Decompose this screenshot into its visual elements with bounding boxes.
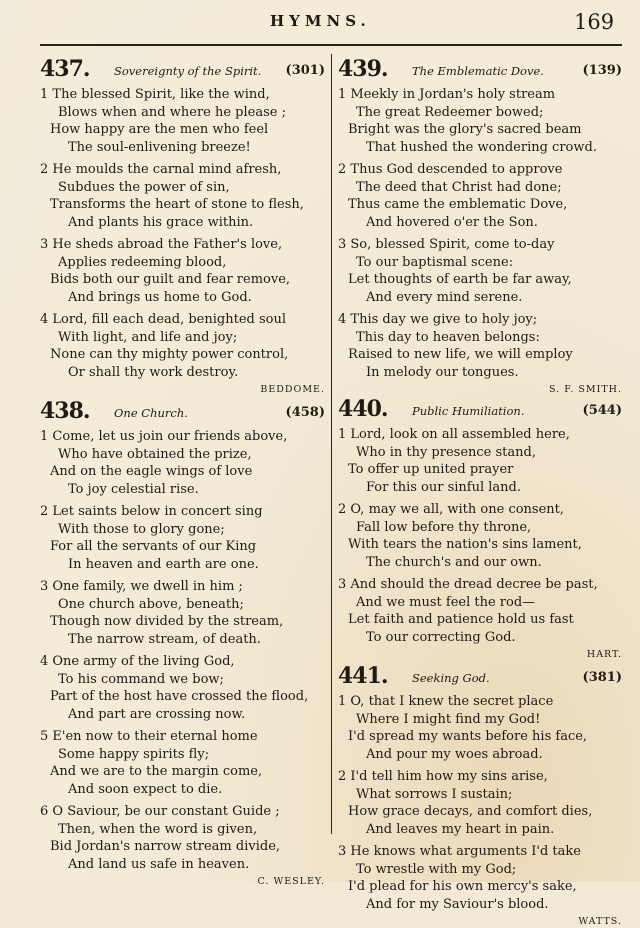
hymn-line: 4 This day we give to holy joy; <box>338 312 538 327</box>
hymn-line: 1 The blessed Spirit, like the wind, <box>40 87 270 102</box>
hymn-line: The deed that Christ had done; <box>356 179 562 195</box>
hymn-line: Part of the host have crossed the flood, <box>50 689 309 704</box>
hymn <box>338 665 622 928</box>
hymn-line: I'd spread my wants before his face, <box>348 729 588 744</box>
column-divider <box>331 54 332 834</box>
hymn-line: Blows when and where he please ; <box>58 104 286 120</box>
hymn-line: How happy are the men who feel <box>50 122 269 137</box>
hymn-line: To his command we bow; <box>58 671 224 687</box>
stanza <box>40 503 325 573</box>
stanza <box>338 161 622 231</box>
hymn-line: 4 Lord, fill each dead, benighted soul <box>40 312 287 327</box>
stanza <box>338 501 622 571</box>
stanza <box>40 161 325 231</box>
stanza <box>40 428 325 498</box>
hymn-line: In heaven and earth are one. <box>68 556 259 572</box>
hymn-line: And leaves my heart in pain. <box>366 821 555 837</box>
hymn-heading <box>338 398 622 424</box>
hymn-reference: (381) <box>582 670 622 685</box>
hymn-line: That hushed the wondering crowd. <box>366 139 597 155</box>
hymn-line: The great Redeemer bowed; <box>356 104 544 120</box>
hymn-line: Transforms the heart of stone to flesh, <box>50 197 304 212</box>
hymn-title: The Emblematic Dove. <box>412 64 544 78</box>
hymn-line: What sorrows I sustain; <box>356 786 513 802</box>
hymn-author: C. WESLEY. <box>257 876 325 887</box>
hymn-line: To wrestle with my God; <box>356 861 517 877</box>
hymn-line: Bids both our guilt and fear remove, <box>50 272 291 287</box>
hymn-line: The soul-enlivening breeze! <box>68 139 251 155</box>
hymn-line: And on the eagle wings of love <box>50 464 253 479</box>
hymn-number: 440. <box>338 396 388 422</box>
hymn-line: 5 E'en now to their eternal home <box>40 729 258 744</box>
hymn-line: Thus came the emblematic Dove, <box>348 197 568 212</box>
stanza <box>40 86 325 156</box>
hymn-line: 1 O, that I knew the secret place <box>338 694 554 709</box>
hymn-line: This day to heaven belongs: <box>356 329 540 345</box>
hymn-line: Fall low before thy throne, <box>356 519 532 535</box>
hymn-line: And for my Saviour's blood. <box>366 896 549 912</box>
stanza <box>338 311 622 381</box>
hymn-heading <box>338 665 622 691</box>
stanza <box>338 693 622 763</box>
hymn-title: Seeking God. <box>412 671 490 685</box>
header-rule <box>40 44 622 46</box>
hymn-line: And we are to the margin come, <box>50 764 263 779</box>
hymn <box>338 398 622 661</box>
page-header <box>0 8 640 42</box>
hymn-line: And soon expect to die. <box>68 781 223 797</box>
hymn-line: Then, when the word is given, <box>58 821 258 837</box>
hymn-author: S. F. SMITH. <box>549 384 622 395</box>
stanza <box>338 236 622 306</box>
hymn-line: With light, and life and joy; <box>58 329 238 345</box>
hymn-line: Raised to new life, we will employ <box>348 347 573 362</box>
hymn-line: In melody our tongues. <box>366 364 519 380</box>
stanza <box>338 86 622 156</box>
hymn-line: Where I might find my God! <box>356 711 541 727</box>
hymn-number: 438. <box>40 398 90 424</box>
hymn-line: And plants his grace within. <box>68 214 254 230</box>
hymn-line: Applies redeeming blood, <box>58 254 227 270</box>
hymn-author: HART. <box>586 649 622 660</box>
hymn-line: Bright was the glory's sacred beam <box>348 122 582 137</box>
hymn-line: 1 Meekly in Jordan's holy stream <box>338 87 556 102</box>
hymn-line: The narrow stream, of death. <box>68 631 261 647</box>
hymn-line: To offer up united prayer <box>348 462 514 477</box>
stanza <box>40 728 325 798</box>
hymn-line: And pour my woes abroad. <box>366 746 543 762</box>
hymn-line: 2 I'd tell him how my sins arise, <box>338 769 548 784</box>
hymn <box>338 58 622 396</box>
stanza <box>40 311 325 381</box>
hymn-line: And we must feel the rod— <box>356 594 536 610</box>
hymn-title: Public Humiliation. <box>412 404 525 418</box>
hymn-line: 3 And should the dread decree be past, <box>338 577 598 592</box>
hymn-reference: (458) <box>285 405 325 420</box>
hymn-line: For all the servants of our King <box>50 539 257 554</box>
hymn-line: One church above, beneath; <box>58 596 244 612</box>
hymn-line: With those to glory gone; <box>58 521 225 537</box>
stanza <box>338 576 622 646</box>
left-column <box>40 58 325 888</box>
hymn-line: How grace decays, and comfort dies, <box>348 804 593 819</box>
hymn-heading <box>338 58 622 84</box>
hymn-line: 2 O, may we all, with one consent, <box>338 502 565 517</box>
hymn-heading <box>40 400 325 426</box>
hymn-line: 2 Let saints below in concert sing <box>40 504 263 519</box>
stanza <box>40 653 325 723</box>
hymn-line: 1 Lord, look on all assembled here, <box>338 427 570 442</box>
hymn-title: Sovereignty of the Spirit. <box>114 64 262 78</box>
hymn-line: Let thoughts of earth be far away, <box>348 272 572 287</box>
hymn-line: 2 Thus God descended to approve <box>338 162 563 177</box>
hymn-line: Or shall thy work destroy. <box>68 364 239 380</box>
hymn-line: For this our sinful land. <box>366 479 521 495</box>
hymn-line: And brings us home to God. <box>68 289 252 305</box>
hymn-line: To joy celestial rise. <box>68 481 199 497</box>
hymn-heading <box>40 58 325 84</box>
hymn-line: None can thy mighty power control, <box>50 347 289 362</box>
hymn-line: 6 O Saviour, be our constant Guide ; <box>40 804 280 819</box>
hymn-line: Who in thy presence stand, <box>356 444 536 460</box>
hymn-line: I'd plead for his own mercy's sake, <box>348 879 577 894</box>
hymn-line: The church's and our own. <box>366 554 542 570</box>
hymn-author: WATTS. <box>578 916 622 927</box>
hymn-line: 3 One family, we dwell in him ; <box>40 579 243 594</box>
page-number: 169 <box>574 10 615 34</box>
hymn-author: BEDDOME. <box>260 384 325 395</box>
hymn-line: Though now divided by the stream, <box>50 614 284 629</box>
stanza <box>338 768 622 838</box>
hymn-line: Some happy spirits fly; <box>58 746 210 762</box>
right-column <box>338 58 622 928</box>
hymn-reference: (544) <box>582 403 622 418</box>
hymn-line: Bid Jordan's narrow stream divide, <box>50 839 281 854</box>
hymn <box>40 400 325 888</box>
hymn <box>40 58 325 396</box>
hymn-line: And every mind serene. <box>366 289 523 305</box>
hymn-line: Let faith and patience hold us fast <box>348 612 574 627</box>
hymn-number: 439. <box>338 56 388 82</box>
hymn-line: To our baptismal scene: <box>356 254 514 270</box>
hymn-line: 3 He sheds abroad the Father's love, <box>40 237 283 252</box>
hymn-reference: (139) <box>582 63 622 78</box>
hymn-line: And part are crossing now. <box>68 706 246 722</box>
stanza <box>40 578 325 648</box>
hymn-number: 437. <box>40 56 90 82</box>
stanza <box>338 843 622 913</box>
hymn-line: And land us safe in heaven. <box>68 856 250 872</box>
hymn-title: One Church. <box>114 406 188 420</box>
hymn-reference: (301) <box>285 63 325 78</box>
stanza <box>40 803 325 873</box>
hymn-line: To our correcting God. <box>366 629 516 645</box>
hymn-line: 1 Come, let us join our friends above, <box>40 429 288 444</box>
hymn-line: Who have obtained the prize, <box>58 446 252 462</box>
hymn-line: 3 So, blessed Spirit, come to-day <box>338 237 555 252</box>
hymn-line: 3 He knows what arguments I'd take <box>338 844 581 859</box>
hymn-line: 4 One army of the living God, <box>40 654 235 669</box>
hymn-line: Subdues the power of sin, <box>58 179 230 195</box>
running-title: HYMNS. <box>270 12 371 30</box>
hymn-line: 2 He moulds the carnal mind afresh, <box>40 162 282 177</box>
stanza <box>40 236 325 306</box>
stanza <box>338 426 622 496</box>
hymn-line: And hovered o'er the Son. <box>366 214 538 230</box>
hymn-line: With tears the nation's sins lament, <box>348 537 582 552</box>
hymn-number: 441. <box>338 663 388 689</box>
